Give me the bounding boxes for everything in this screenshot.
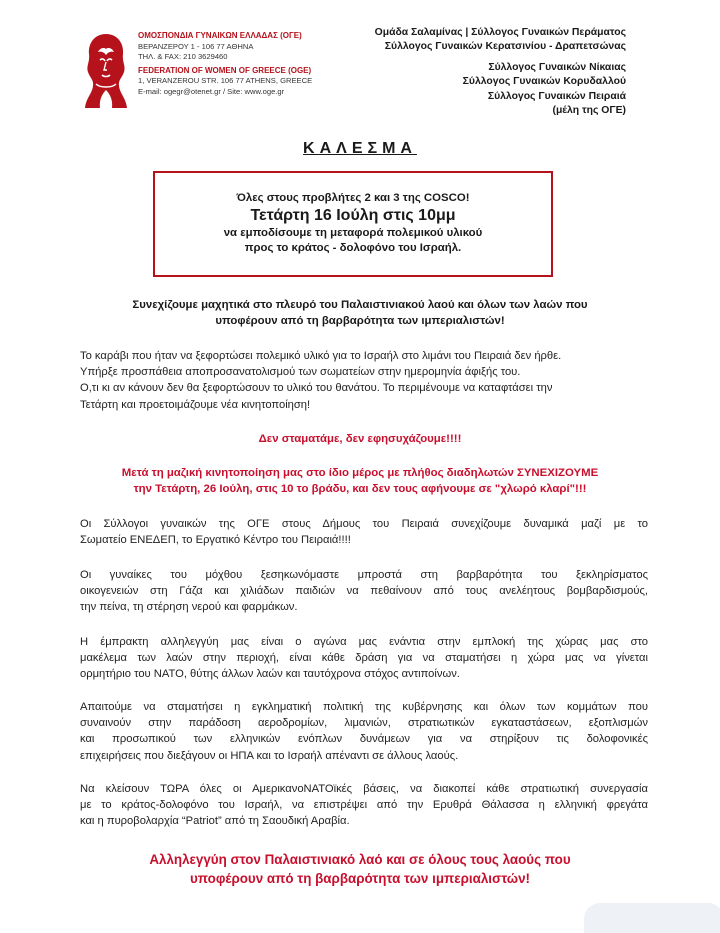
callout-line-3: να εμποδίσουμε τη μεταφορά πολεμικού υλικού: [223, 227, 483, 239]
club-line: Σύλλογος Γυναικών Κερατσινίου - Δραπετσώνας: [384, 41, 626, 53]
intro-line: υποφέρουν από τη βαρβαρότητα των ιμπεριαλιστών!: [215, 315, 505, 328]
club-line: Σύλλογος Γυναικών Πειραιά: [487, 90, 626, 102]
paragraph-solidarity: Η έμπρακτη αλληλεγγύη μας είναι ο αγώνα μας ενάντια στην εμπλοκή της χώρας μας στο μακέλεμα των λαών στην περιοχή, είναι κάθε δράση για να σταματήσει η χώρα μας να γίνεται ορμητήριο του ΝΑΤΟ, θύτης άλλων λαών και ταυτόχρονα στόχος αντιποίνων.: [80, 636, 648, 681]
announcement-line: Μετά τη μαζική κινητοποίηση μας στο ίδιο μέρος με πλήθος διαδηλωτών ΣΥΝΕΧΙΖΟΥΜΕ: [121, 467, 599, 479]
org-contact: E-mail: ogegr@otenet.gr / Site: www.oge.gr: [138, 86, 285, 96]
closing-slogan: [40, 850, 680, 888]
page-title: ΚΑΛΕΣΜΑ: [303, 140, 417, 157]
org-name-greek: ΟΜΟΣΠΟΝΔΙΑ ΓΥΝΑΙΚΩΝ ΕΛΛΑΔΑΣ (ΟΓΕ): [138, 31, 302, 40]
viewer-overlay-corner: [584, 903, 720, 933]
club-line: (μέλη της ΟΓΕ): [552, 105, 626, 117]
intro-line: Συνεχίζουμε μαχητικά στο πλευρό του Παλαιστινιακού λαού και όλων των λαών που: [132, 299, 588, 311]
red-announcement: [40, 465, 680, 497]
intro-statement: [40, 297, 680, 329]
org-address-english: 1, VERANZEROU STR. 106 77 ATHENS, GREECE: [138, 76, 313, 86]
callout-box: [153, 171, 553, 277]
org-phone: ΤΗΛ. & FAX: 210 3629460: [138, 52, 228, 62]
clubs-list: [330, 26, 626, 118]
closing-line: Αλληλεγγύη στον Παλαιστινιακό λαό και σε όλους τους λαούς που: [149, 852, 571, 867]
org-address-greek: ΒΕΡΑΝΖΕΡΟΥ 1 - 106 77 ΑΘΗΝΑ: [138, 41, 254, 51]
callout-line-4: προς το κράτος - δολοφόνο του Ισραήλ.: [244, 242, 462, 254]
club-line: Σύλλογος Γυναικών Κορυδαλλού: [462, 76, 626, 88]
org-info-block: [138, 31, 348, 98]
callout-date: Τετάρτη 16 Ιούλη στις 10μμ: [250, 207, 456, 224]
closing-line: υποφέρουν από τη βαρβαρότητα των ιμπεριαλιστών!: [189, 871, 531, 886]
club-line: Ομάδα Σαλαμίνας | Σύλλογος Γυναικών Περάματος: [374, 27, 626, 38]
paragraph-gaza: Οι γυναίκες του μόχθου ξεσηκωνόμαστε μπροστά στη βαρβαρότητα του ξεκληρίσματος οικογενειών στη Γάζα και χιλιάδων παιδιών να πεθαίνουν από τους ανελέητους βομβαρδισμούς, την πείνα, τη στέρηση νερού και φαρμάκων.: [80, 569, 648, 614]
club-line: Σύλλογος Γυναικών Νίκαιας: [488, 61, 626, 73]
paragraph-demands: Απαιτούμε να σταματήσει η εγκληματική πολιτική της κυβέρνησης και όλων των κομμάτων που συναινούν στην παράδοση αεροδρομίων, λιμανιών, στρατιωτικών εγκαταστάσεων, εξοπλισμών και προσωπικού των ελληνικών ενόπλων δυνάμεων για να στηρίξουν τις δολοφονικές επιχειρήσεις που διεξάγουν οι ΗΠΑ και το Ισραήλ απέναντι σε άλλους λαούς.: [80, 701, 648, 762]
announcement-line: την Τετάρτη, 26 Ιούλη, στις 10 το βράδυ, και δεν τους αφήνουμε σε "χλωρό κλαρί"!!!: [133, 483, 587, 496]
callout-line-1: Όλες στους προβλήτες 2 και 3 της COSCO!: [236, 192, 470, 204]
red-slogan: Δεν σταματάμε, δεν εφησυχάζουμε!!!!: [258, 433, 462, 445]
oge-logo-icon: [80, 30, 132, 112]
org-name-english: FEDERATION OF WOMEN OF GREECE (OGE): [138, 65, 312, 75]
paragraph-bases: Να κλείσουν ΤΩΡΑ όλες οι ΑμερικανοΝΑΤΟϊκές βάσεις, να διακοπεί κάθε στρατιωτική συνεργασία με το κράτος-δολοφόνο του Ισραήλ, να επιστρέψει από την Ερυθρά Θάλασσα η ελληνική φρεγάτα και η πυροβολαρχία “Patriot” από τη Σαουδική Αραβία.: [80, 783, 648, 828]
paragraph-ship: Το καράβι που ήταν να ξεφορτώσει πολεμικό υλικό για το Ισραήλ στο λιμάνι του Πειραιά δεν ήρθε. Υπήρξε προσπάθεια αποπροσανατολισμού των σωματείων στην ημερομηνία άφιξής του. Ο,τι κι αν κάνουν δεν θα ξεφορτώσουν το υλικό του θανάτου. Το περιμένουμε να καταφτάσει την Τετάρτη και προετοιμάζουμε νέα κινητοποίηση!: [80, 350, 562, 411]
paragraph-unions: Οι Σύλλογοι γυναικών της ΟΓΕ στους Δήμους του Πειραιά συνεχίζουμε δυναμικά μαζί με το Σωματείο ΕΝΕΔΕΠ, το Εργατικό Κέντρο του Πειραιά!!!!: [80, 518, 648, 547]
